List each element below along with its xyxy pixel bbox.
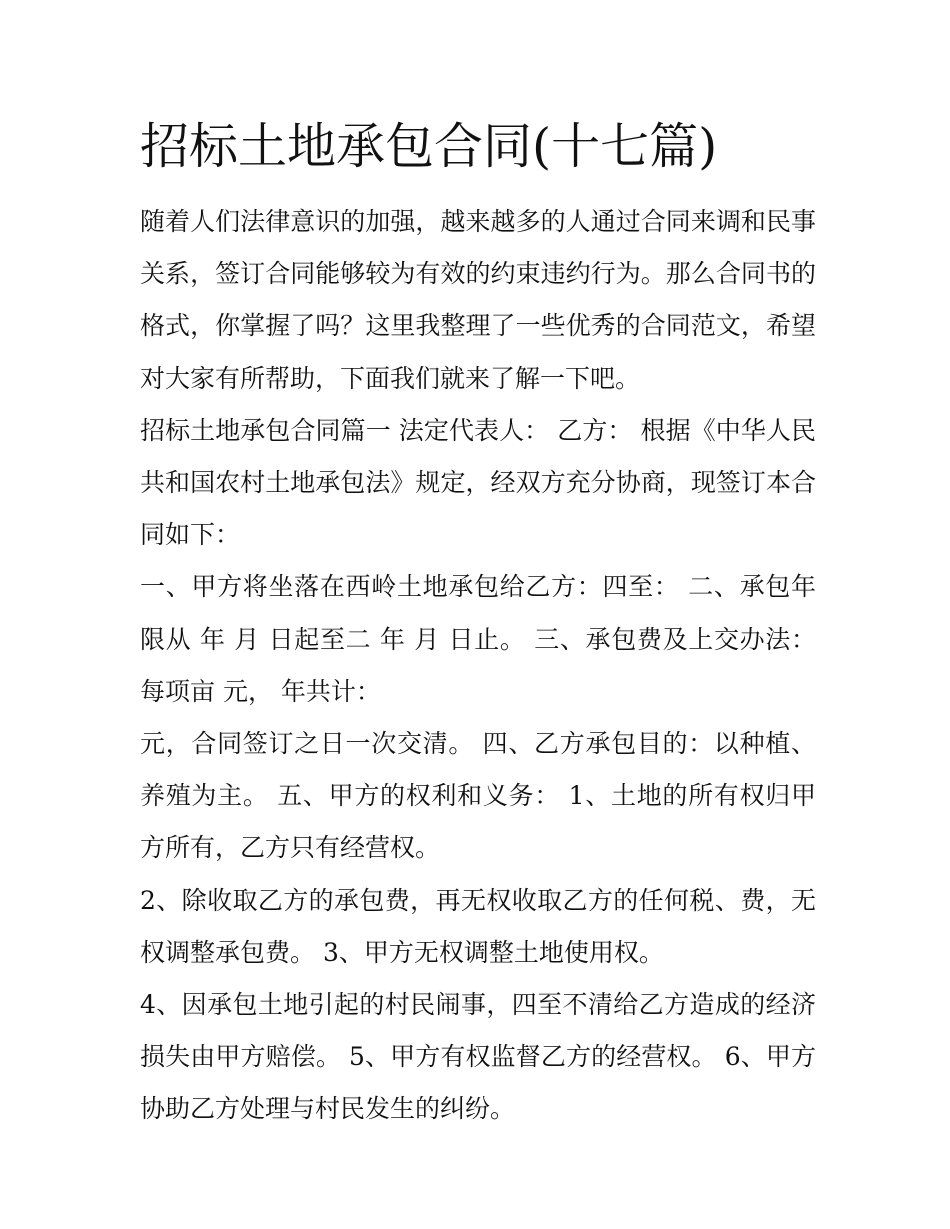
document-body: [140, 196, 816, 1136]
paragraph-clauses-1-3: 一、甲方将坐落在西岭土地承包给乙方：四至： 二、承包年限从 年 月 日起至二 年 月 日止。 三、承包费及上交办法：每项亩 元， 年共计：: [140, 572, 816, 706]
paragraph-party-a-duties-4-6: 4、因承包土地引起的村民闹事，四至不清给乙方造成的经济损失由甲方赔偿。 5、甲方有权监督乙方的经营权。 6、甲方协助乙方处理与村民发生的纠纷。: [140, 990, 816, 1124]
paragraph-intro: 随着人们法律意识的加强，越来越多的人通过合同来调和民事关系，签订合同能够较为有效的约束违约行为。那么合同书的格式，你掌握了吗？这里我整理了一些优秀的合同范文，希望对大家有所帮助，下面我们就来了解一下吧。: [140, 207, 816, 393]
paragraph-party-a-duties-2-3: 2、除收取乙方的承包费，再无权收取乙方的任何税、费，无权调整承包费。 3、甲方无权调整土地使用权。: [140, 885, 816, 967]
paragraph-clauses-4-5: 元，合同签订之日一次交清。 四、乙方承包目的：以种植、养殖为主。 五、甲方的权利和义务： 1、土地的所有权归甲方所有，乙方只有经营权。: [140, 729, 816, 863]
paragraph-contract-parties: 招标土地承包合同篇一 法定代表人： 乙方： 根据《中华人民共和国农村土地承包法》规定，经双方充分协商，现签订本合同如下：: [140, 415, 816, 550]
document-title: 招标土地承包合同(十七篇): [140, 118, 718, 175]
